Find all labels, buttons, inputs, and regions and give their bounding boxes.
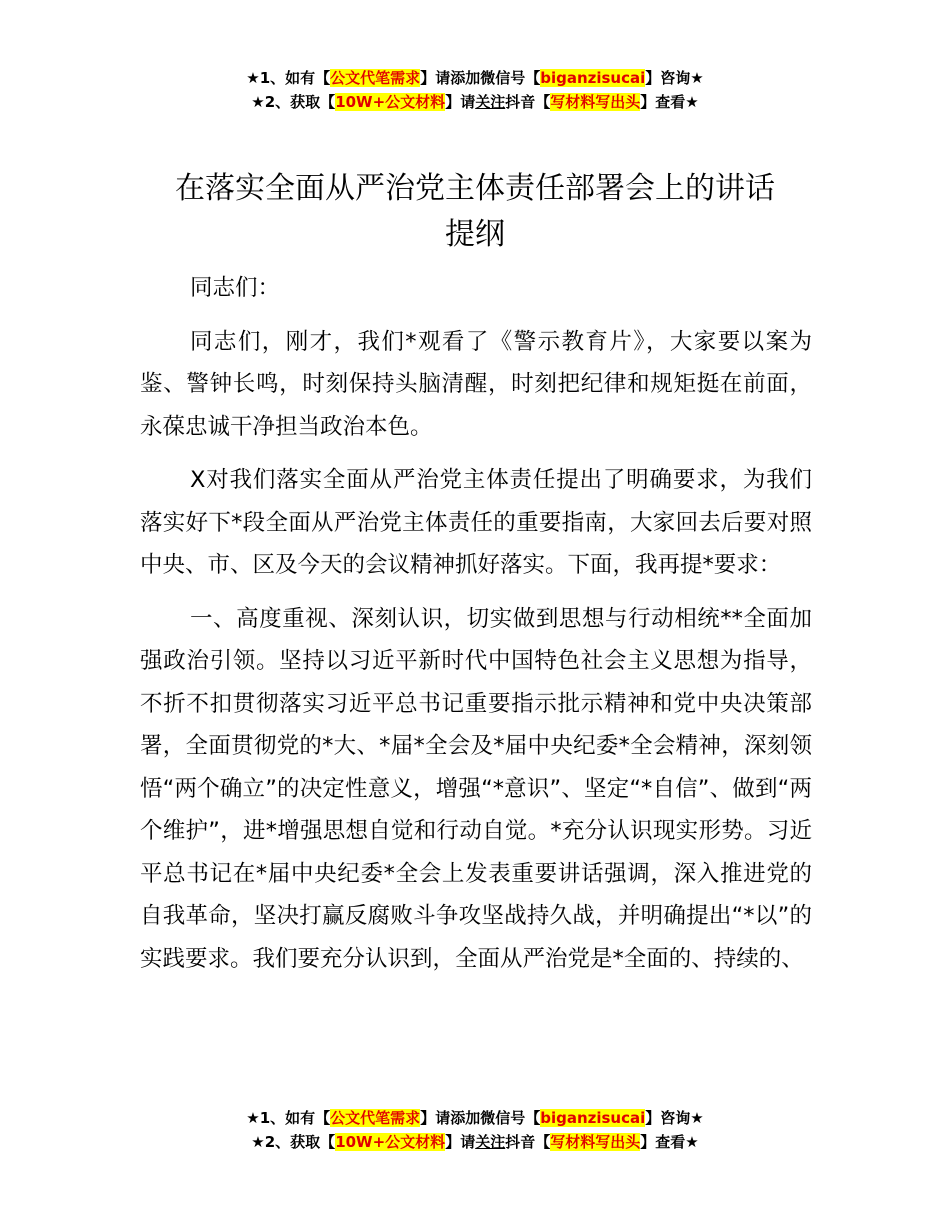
highlight-writing-service: 公文代笔需求 <box>330 69 421 87</box>
title-line-1: 在落实全面从严治党主体责任部署会上的讲话 <box>175 171 775 206</box>
footer-line-1: ★1、如有【公文代笔需求】请添加微信号【biganzisucai】咨询★ <box>246 1109 704 1127</box>
title-line-2: 提纲 <box>445 217 505 252</box>
highlight-materials: 10W+公文材料 <box>335 93 446 111</box>
footer-banner <box>0 1106 950 1154</box>
underlined-follow: 关注 <box>475 1133 506 1151</box>
highlight-wechat-id: biganzisucai <box>540 69 646 87</box>
highlight-douyin-account: 写材料写出头 <box>550 93 641 111</box>
highlight-douyin-account: 写材料写出头 <box>550 1133 641 1151</box>
paragraph-3: 一、高度重视、深刻认识，切实做到思想与行动相统**全面加强政治引领。坚持以习近平新时代中国特色社会主义思想为指导，不折不扣贯彻落实习近平总书记重要指示批示精神和党中央决策部署，全面贯彻党的*大、*届*全会及*届中央纪委*全会精神，深刻领悟“两个确立”的决定性意义，增强“*意识”、坚定“*自信”、做到“两个维护”，进*增强思想自觉和行动自觉。*充分认识现实形势。习近平总书记在*届中央纪委*全会上发表重要讲话强调，深入推进党的自我革命，坚决打赢反腐败斗争攻坚战持久战，并明确提出“*以”的实践要求。我们要充分认识到，全面从严治党是*全面的、持续的、 <box>140 605 812 972</box>
highlight-writing-service: 公文代笔需求 <box>330 1109 421 1127</box>
paragraph-1: 同志们，刚才，我们*观看了《警示教育片》，大家要以案为鉴、警钟长鸣，时刻保持头脑清醒，时刻把纪律和规矩挺在前面，永葆忠诚干净担当政治本色。 <box>140 328 812 440</box>
footer-line-2: ★2、获取【10W+公文材料】请关注抖音【写材料写出头】查看★ <box>251 1133 699 1151</box>
highlight-wechat-id: biganzisucai <box>540 1109 646 1127</box>
document-title <box>100 166 850 258</box>
document-body <box>140 267 812 991</box>
highlight-materials: 10W+公文材料 <box>335 1133 446 1151</box>
banner-line-1: ★1、如有【公文代笔需求】请添加微信号【biganzisucai】咨询★ <box>246 69 704 87</box>
paragraph-2: X对我们落实全面从严治党主体责任提出了明确要求，为我们落实好下*段全面从严治党主体责任的重要指南，大家回去后要对照中央、市、区及今天的会议精神抓好落实。下面，我再提*要求： <box>140 467 812 578</box>
salutation: 同志们： <box>190 275 281 301</box>
header-banner <box>0 66 950 114</box>
banner-line-2: ★2、获取【10W+公文材料】请关注抖音【写材料写出头】查看★ <box>251 93 699 111</box>
underlined-follow: 关注 <box>475 93 506 111</box>
